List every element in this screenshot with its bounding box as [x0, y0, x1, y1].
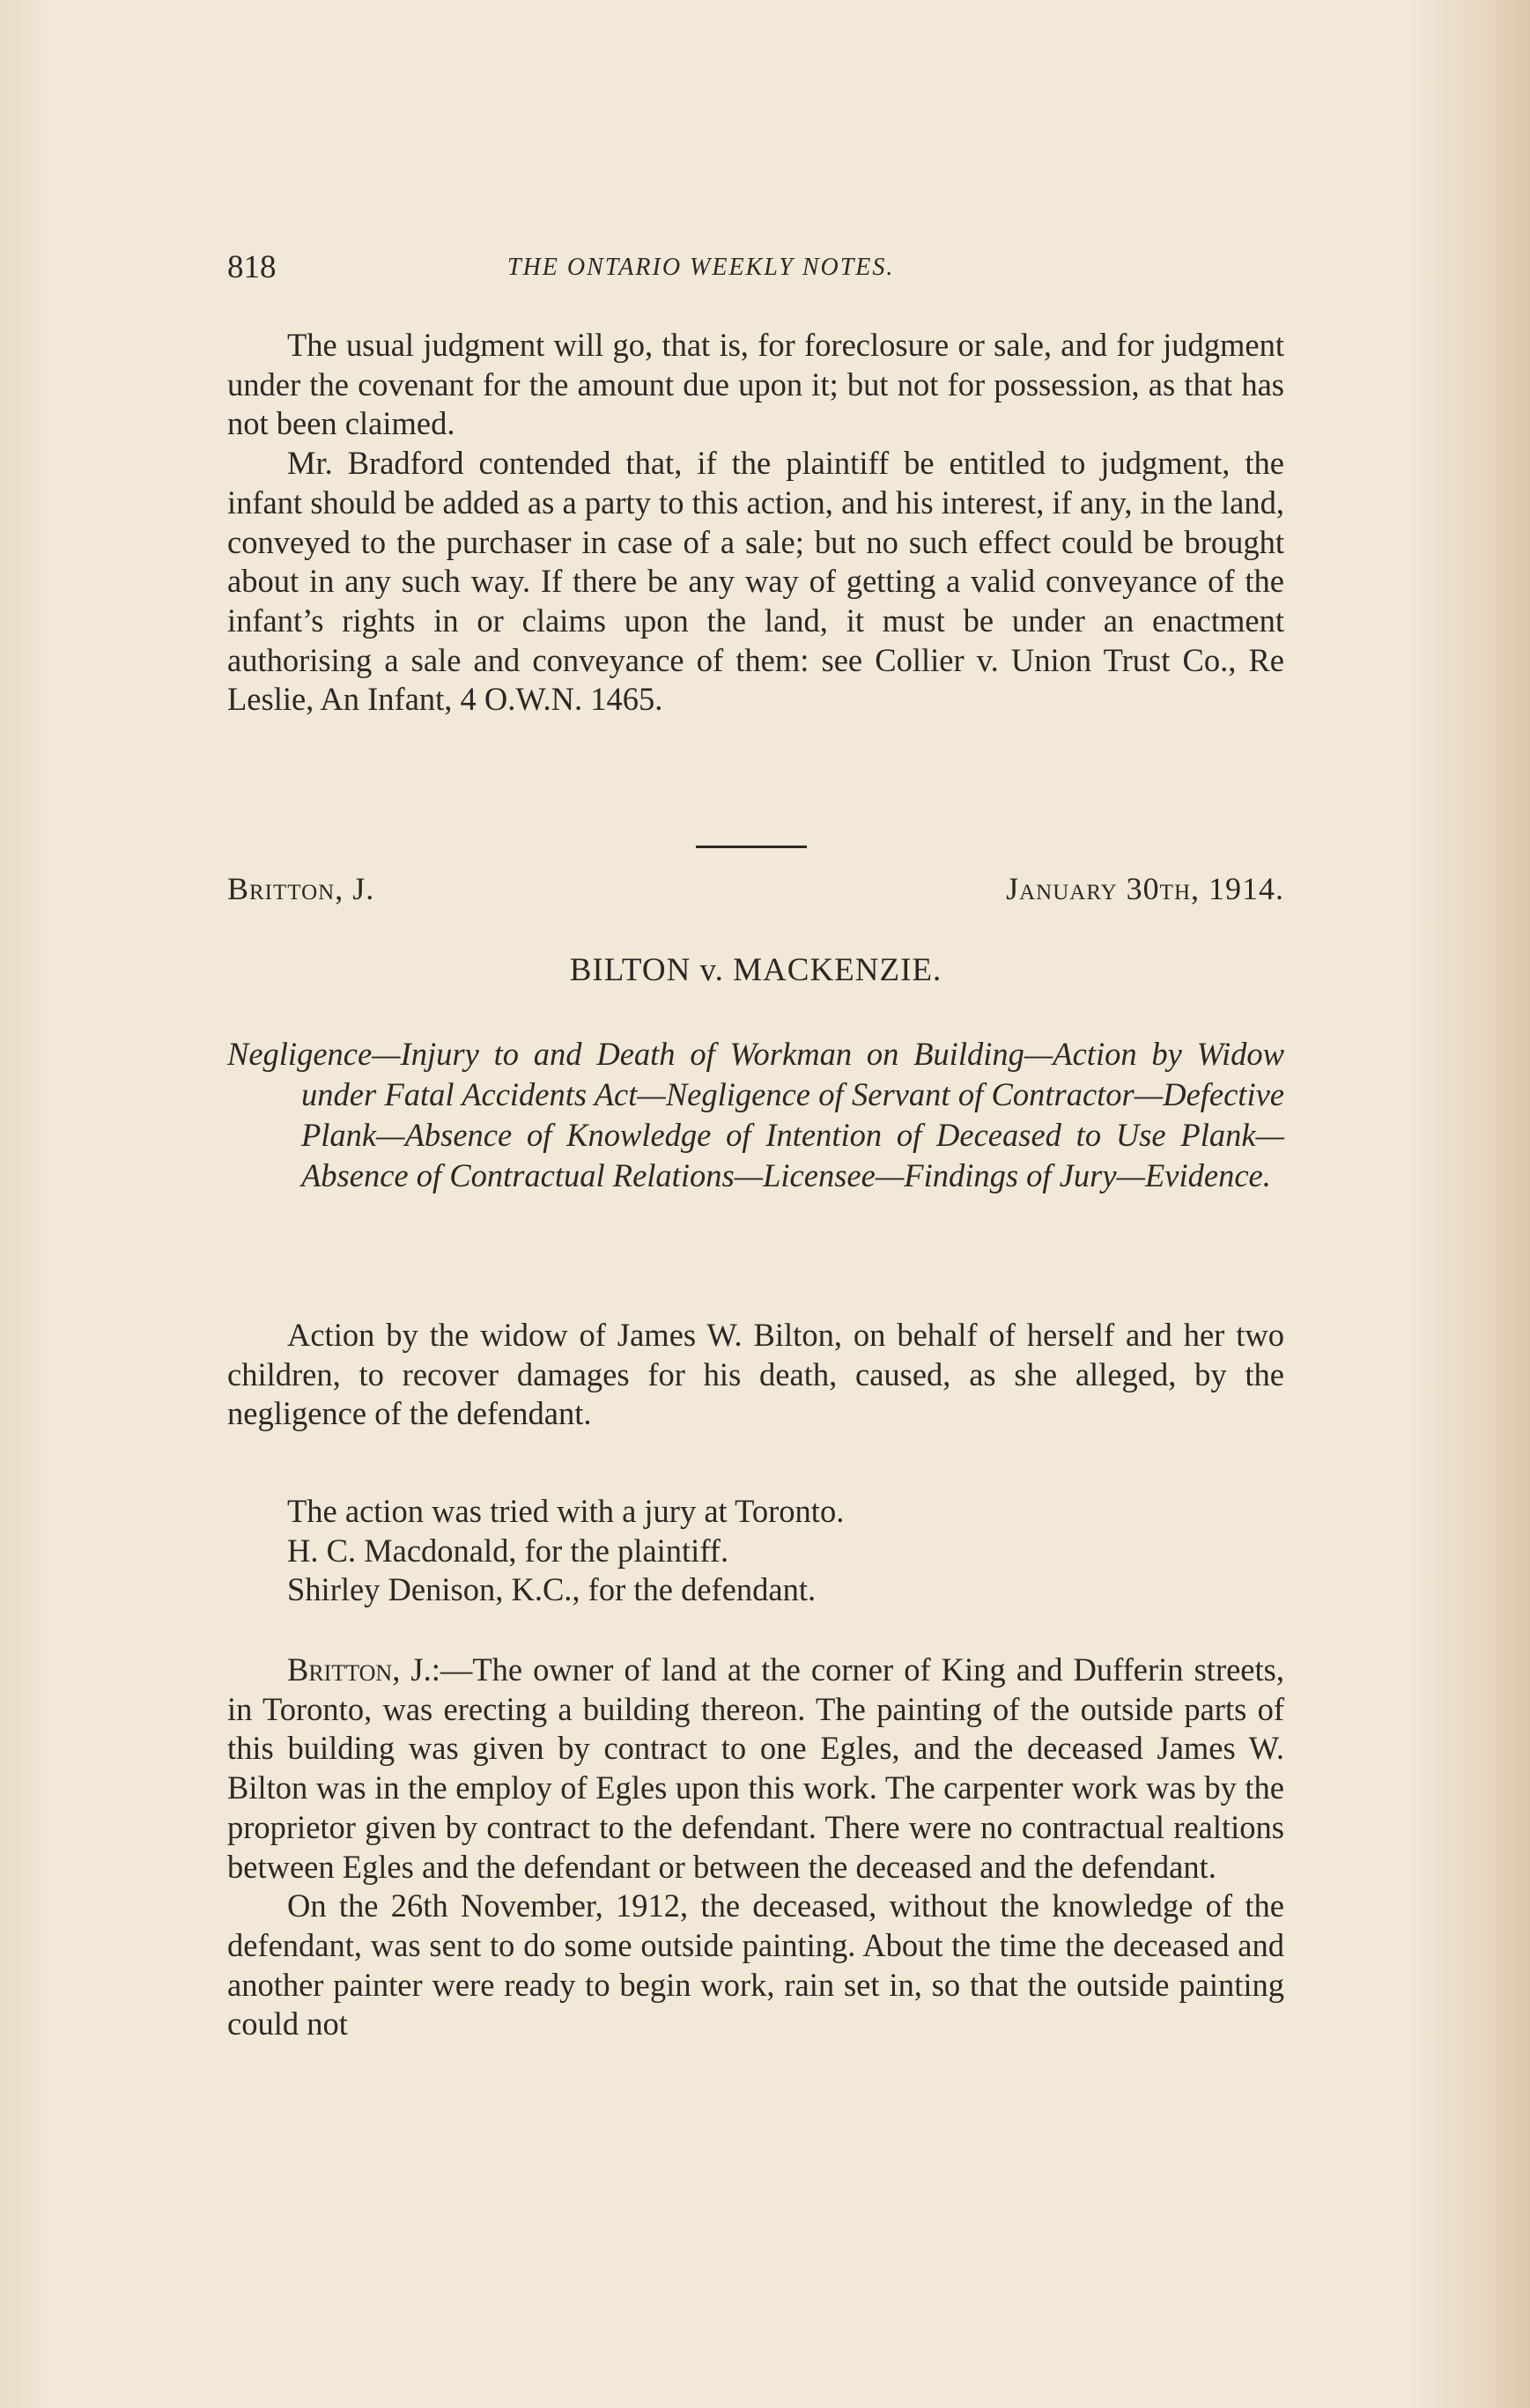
headnote: Negligence—Injury to and Death of Workman on Building—Action by Widow under Fatal Accidents Act—Negligence of Servant of Contractor—Defective Plank—Absence of Knowledge of Intention of Deceased to Use Plank—Absence of Contractual Relations—Licensee—Findings of Jury—Evidence.	[227, 1036, 1284, 1193]
counsel-plaintiff: H. C. Macdonald, for the plaintiff.	[287, 1532, 729, 1569]
judge-date-line	[227, 870, 1284, 907]
paragraph: On the 26th November, 1912, the deceased, without the knowledge of the defendant, was sent to do some outside painting. About the time the deceased and another painter were ready to begin work, rain set in, so that the outside painting could not	[227, 1887, 1284, 2042]
paragraph	[227, 1651, 1284, 1887]
page-header	[227, 248, 1284, 292]
page-number: 818	[227, 249, 277, 285]
case-summary	[227, 1316, 1284, 1434]
paragraph: The usual judgment will go, that is, for foreclosure or sale, and for judgment under the covenant for the amount due upon it; but not for possession, as that has not been claimed.	[227, 327, 1284, 442]
trial-line: The action was tried with a jury at Toronto.	[287, 1493, 845, 1529]
judge-name: Britton, J.	[227, 871, 375, 906]
opinion-text	[227, 1651, 1284, 2044]
paragraph: Mr. Bradford contended that, if the plaintiff be entitled to judgment, the infant should be added as a party to this action, and his interest, if any, in the land, conveyed to the purchaser in case of a sale; but no such effect could be brought about in any such way. If there be any way of getting a valid conveyance of the infant’s rights in or claims upon the land, it must be under an enactment authorising a sale and conveyance of them: see Collier v. Union Trust Co., Re Leslie, An Infant, 4 O.W.N. 1465.	[227, 445, 1284, 718]
running-title: THE ONTARIO WEEKLY NOTES.	[507, 254, 895, 281]
opinion-body: :—The owner of land at the corner of King and Dufferin streets, in Toronto, was erecting a building thereon. The painting of the outside parts of this building was given by contract to one Egles, and the deceased James W. Bilton was in the employ of Egles upon this work. The carpenter work was by the proprietor given by contract to the defendant. There were no contractual realtions between Egles and the defendant or between the deceased and the defendant.	[227, 1651, 1284, 1885]
counsel-defendant: Shirley Denison, K.C., for the defendant.	[287, 1571, 817, 1607]
previous-case-text	[227, 326, 1284, 720]
paragraph: Action by the widow of James W. Bilton, on behalf of herself and her two children, to recover damages for his death, caused, as she alleged, by the negligence of the defendant.	[227, 1317, 1284, 1432]
section-divider	[696, 846, 807, 848]
trial-info	[287, 1492, 844, 1610]
decision-date: January 30th, 1914.	[1006, 871, 1284, 906]
case-title: BILTON v. MACKENZIE.	[569, 952, 942, 988]
opinion-judge: Britton, J.	[287, 1651, 432, 1688]
